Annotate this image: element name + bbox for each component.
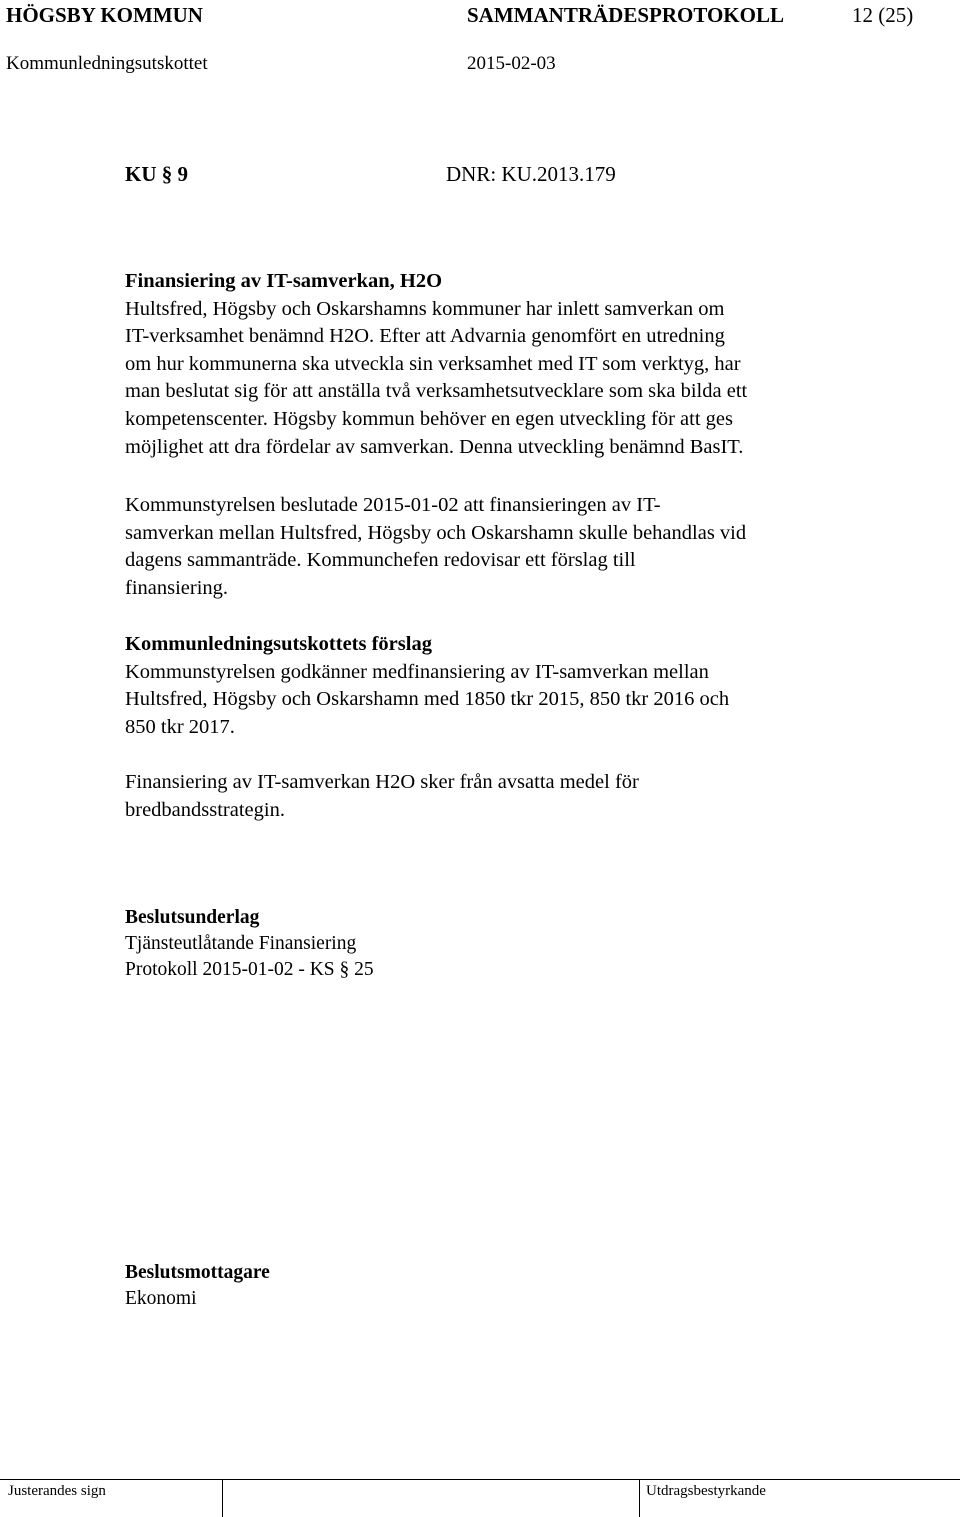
meeting-date: 2015-02-03 — [467, 53, 556, 74]
paragraph-line: dagens sammanträde. Kommunchefen redovisar ett förslag till — [125, 549, 636, 572]
paragraph-line: 850 tkr 2017. — [125, 715, 235, 738]
paragraph-line: man beslutat sig för att anställa två verksamhetsutvecklare som ska bilda ett — [125, 380, 748, 403]
paragraph-number: KU § 9 — [125, 162, 188, 186]
list-item: Tjänsteutlåtande Finansiering — [125, 933, 357, 954]
paragraph-line: Hultsfred, Högsby och Oskarshamn med 1850 tkr 2015, 850 tkr 2016 och — [125, 688, 730, 711]
paragraph-line: om hur kommunerna ska utveckla sin verksamhet med IT som verktyg, har — [125, 352, 741, 375]
paragraph-line: Kommunstyrelsen godkänner medfinansiering av IT-samverkan mellan — [125, 660, 709, 683]
committee-name: Kommunledningsutskottet — [6, 53, 208, 74]
paragraph-line: kompetenscenter. Högsby kommun behöver en egen utveckling för att ges — [125, 407, 734, 430]
document-type: SAMMANTRÄDESPROTOKOLL — [467, 3, 784, 27]
section-heading: Kommunledningsutskottets förslag — [125, 633, 432, 655]
adjuster-sign-label: Justerandes sign — [8, 1483, 106, 1499]
municipality-name: HÖGSBY KOMMUN — [6, 3, 203, 27]
list-item: Ekonomi — [125, 1288, 197, 1309]
section-heading: Finansiering av IT-samverkan, H2O — [125, 270, 443, 292]
paragraph-line: bredbandsstrategin. — [125, 798, 285, 821]
section-recipients — [125, 1260, 270, 1312]
section-funding — [125, 769, 639, 824]
section-decision-basis — [125, 905, 374, 983]
paragraph-line: Hultsfred, Högsby och Oskarshamns kommuner har inlett samverkan om — [125, 297, 725, 320]
section-heading: Beslutsunderlag — [125, 907, 260, 928]
paragraph-line: möjlighet att dra fördelar av samverkan. Denna utveckling benämnd BasIT. — [125, 435, 744, 458]
section-financing — [125, 268, 747, 461]
paragraph-line: finansiering. — [125, 576, 229, 599]
page-number: 12 (25) — [852, 3, 914, 27]
extract-certified-label: Utdragsbestyrkande — [646, 1483, 766, 1499]
footer-divider — [639, 1479, 640, 1517]
section-heading: Beslutsmottagare — [125, 1262, 270, 1283]
footer-rule — [0, 1479, 960, 1480]
section-background — [125, 492, 746, 602]
footer-divider — [222, 1479, 223, 1517]
paragraph-line: Kommunstyrelsen beslutade 2015-01-02 att finansieringen av IT- — [125, 494, 661, 516]
paragraph-line: samverkan mellan Hultsfred, Högsby och Oskarshamn skulle behandlas vid — [125, 521, 747, 544]
dnr-number: DNR: KU.2013.179 — [446, 162, 616, 186]
section-proposal — [125, 631, 729, 741]
paragraph-line: Finansiering av IT-samverkan H2O sker från avsatta medel för — [125, 771, 639, 793]
paragraph-line: IT-verksamhet benämnd H2O. Efter att Advarnia genomfört en utredning — [125, 325, 725, 348]
list-item: Protokoll 2015-01-02 - KS § 25 — [125, 959, 374, 980]
